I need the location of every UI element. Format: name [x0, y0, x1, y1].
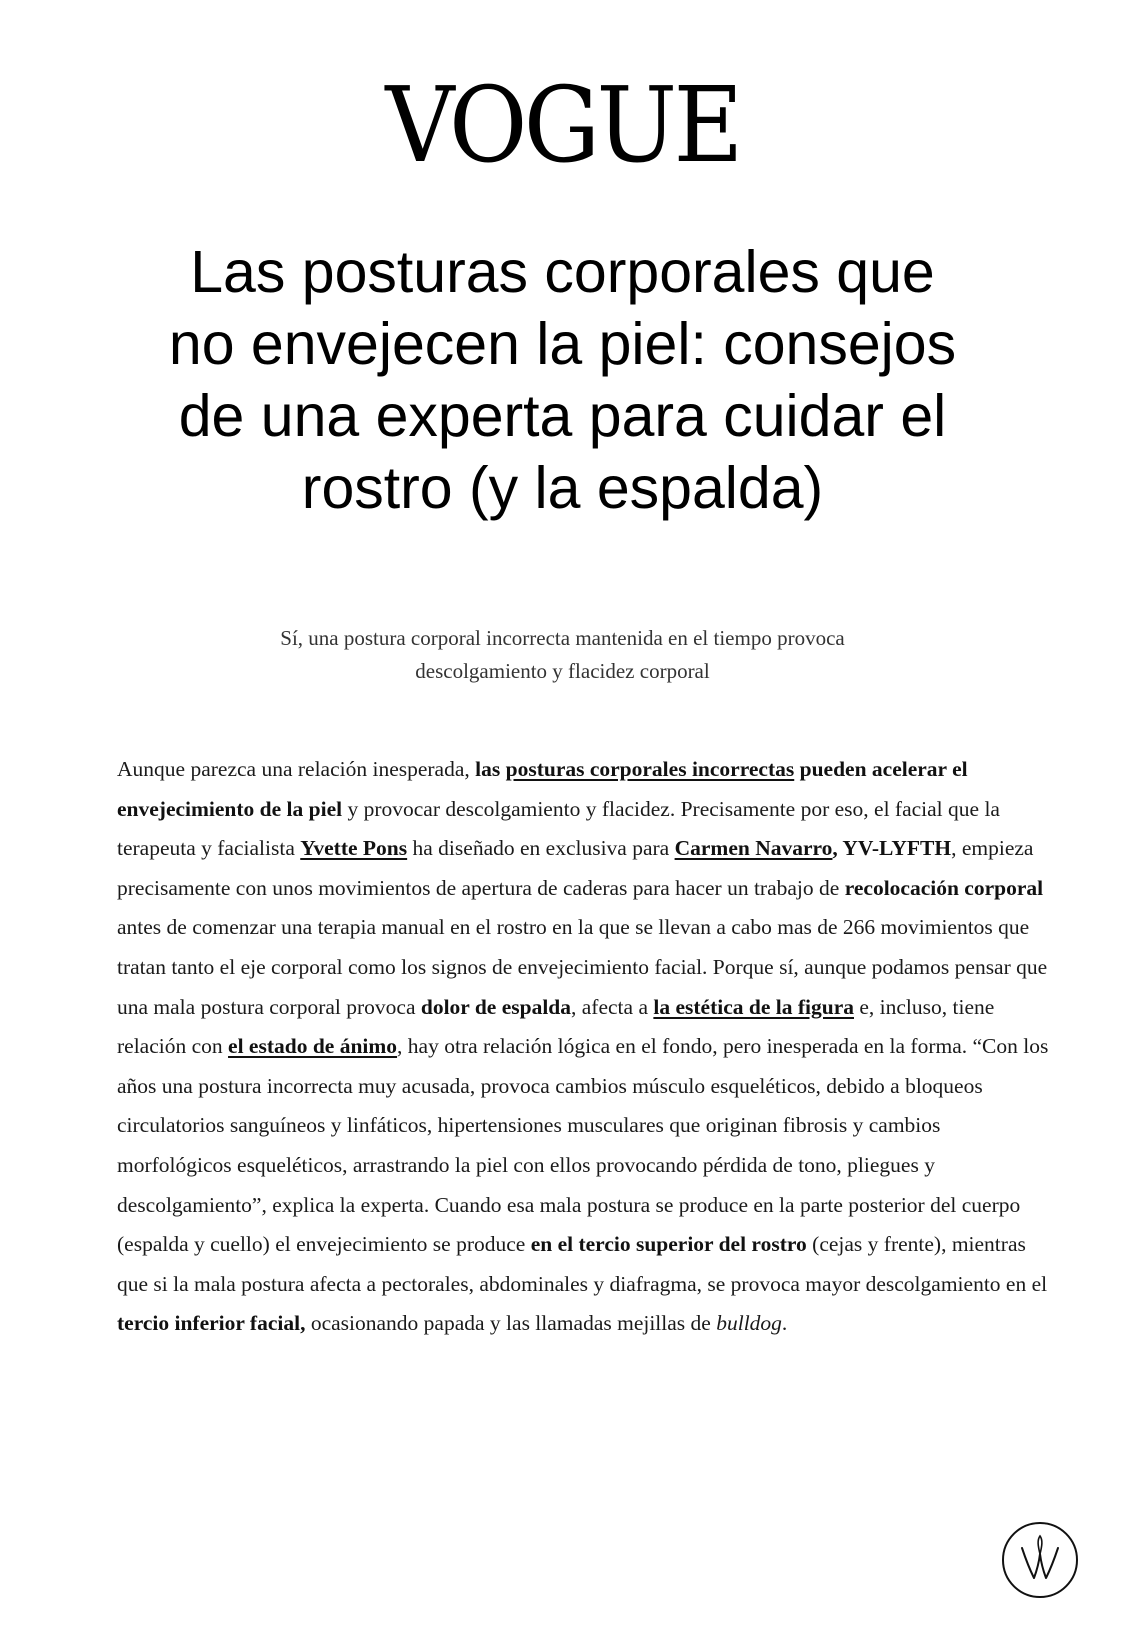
link-estetica-figura[interactable]: la estética de la figura [653, 994, 854, 1019]
body-text: ocasionando papada y las llamadas mejillas de [305, 1311, 717, 1336]
body-bold-text: en el tercio superior del rostro [530, 1232, 807, 1257]
link-yvette-pons[interactable]: Yvette Pons [300, 836, 408, 861]
vogue-logo[interactable]: VOGUE [385, 64, 740, 186]
body-bold-text: , YV-LYFTH [832, 836, 952, 861]
body-text: ha diseñado en exclusiva para [407, 836, 675, 861]
body-text: antes de comenzar una terapia manual en el rostro en la que se llevan a cabo mas de 266 movimientos que tratan tanto el eje corporal como los signos de envejecimiento facial. Porque sí, aunque podamos pensar que una mala postura corporal provoca [117, 915, 1048, 1019]
body-text: e, incluso, tiene relación con [117, 994, 995, 1059]
body-bold-text: tercio inferior facial, [117, 1311, 306, 1336]
body-italic-text: bulldog [716, 1311, 782, 1336]
circle-monogram-icon[interactable] [1000, 1520, 1080, 1600]
body-text: , afecta a [571, 994, 654, 1019]
body-bold-text: dolor de espalda [420, 994, 572, 1019]
article-body [117, 750, 1057, 1344]
body-text: (cejas y frente), mientras que si la mala postura afecta a pectorales, abdominales y diafragma, se provoca mayor descolgamiento en el [117, 1232, 1048, 1296]
link-estado-animo[interactable]: el estado de ánimo [228, 1034, 398, 1059]
body-bold-text: las [475, 757, 506, 781]
body-text: Aunque parezca una relación inesperada, [117, 757, 476, 781]
link-carmen-navarro[interactable]: Carmen Navarro [674, 836, 833, 861]
body-text: , empieza precisamente con unos movimientos de apertura de caderas para hacer un trabajo de [117, 836, 1034, 900]
link-posturas-corporales[interactable]: posturas corporales incorrectas [505, 757, 795, 781]
body-bold-text: recolocación corporal [844, 875, 1044, 900]
body-text: , hay otra relación lógica en el fondo, pero inesperada en la forma. “Con los años una postura incorrecta muy acusada, provoca cambios músculo esqueléticos, debido a bloqueos circulatorios sanguíneos y linfáticos, hipertensiones musculares que originan fibrosis y cambios morfológicos esqueléticos, arrastrando la piel con ellos provocando pérdida de tono, pliegues y descolgamiento”, explica la experta. Cuando esa mala postura se produce en la parte posterior del cuerpo (espalda y cuello) el envejecimiento se produce [117, 1034, 1049, 1257]
body-text: . [781, 1311, 788, 1336]
body-text: y provocar descolgamiento y flacidez. Precisamente por eso, el facial que la terapeuta y facialista [117, 796, 1000, 861]
body-bold-text: pueden acelerar el envejecimiento de la piel [117, 757, 968, 821]
article-headline: Las posturas corporales que no envejecen la piel: consejos de una experta para cuidar el rostro (y la espalda) [168, 239, 957, 521]
article-dek: Sí, una postura corporal incorrecta mantenida en el tiempo provoca descolgamiento y flacidez corporal [280, 626, 845, 683]
